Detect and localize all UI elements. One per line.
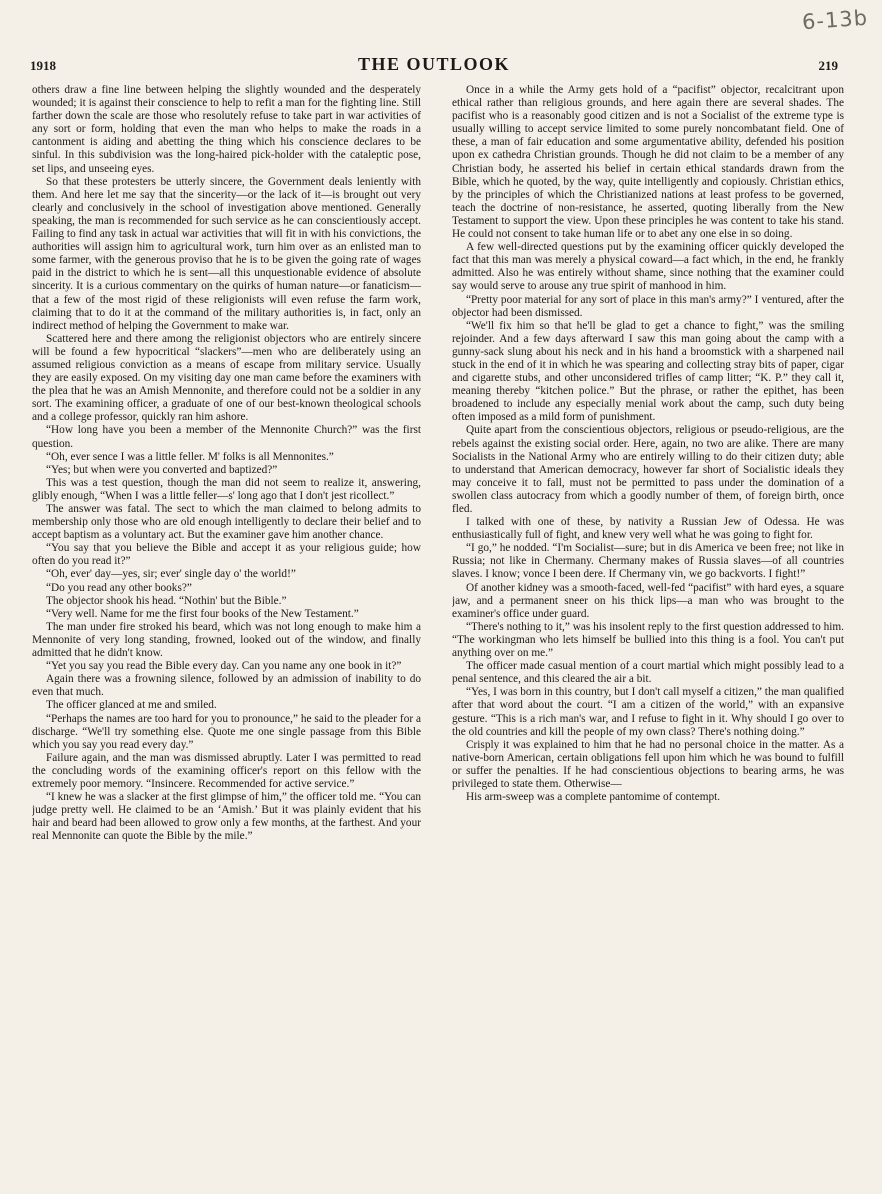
paragraph: “Perhaps the names are too hard for you to pronounce,” he said to the pleader for a discharge. “We'll try something else. Quote me one single passage from this Bible which you say you read every day.”: [32, 712, 421, 751]
paragraph: So that these protesters be utterly sincere, the Government deals leniently with them. And here let me say that the sincerity—or the lack of it—is brought out very clearly and conclusively in the school of investigation above mentioned. Generally speaking, the man is recommended for such service as he can conscientiously accept. Failing to find any task in actual war activities that will fit in with his convictions, the authorities will assign him to agricultural work, turn him over as an enlisted man to some farmer, with the generous proviso that he is to be given the going rate of wages paid in the district to which he is sent—all this unquestionable evidence of absolute sincerity. It is a curious commentary on the quirks of human nature—or fanaticism—that a few of the most rigid of these religionists will even refuse the farm work, claiming that to do it at the command of the military authorities is, in fact, only an indirect method of helping the Government to make war.: [32, 175, 421, 332]
paragraph: “Do you read any other books?”: [46, 581, 192, 594]
paragraph: The man under fire stroked his beard, which was not long enough to make him a Mennonite of very long standing, frowned, looked out of the window, and finally admitted that he didn't know.: [32, 620, 421, 660]
paragraph: The answer was fatal. The sect to which the man claimed to belong admits to membership only those who are old enough intelligently to declare their belief and to accept baptism as a voluntary act. But the examiner gave him another chance.: [32, 503, 421, 542]
paragraph: “Oh, ever sence I was a little feller. M' folks is all Mennonites.”: [46, 450, 334, 463]
left-column: [32, 84, 421, 1164]
paragraph: The objector shook his head. “Nothin' but the Bible.”: [46, 594, 287, 607]
archive-handwritten-mark: 6-13b: [801, 5, 869, 35]
paragraph: “Yes; but when were you converted and baptized?”: [46, 463, 278, 476]
paragraph: “You say that you believe the Bible and accept it as your religious guide; how often do you read it?”: [32, 542, 421, 568]
paragraph: Scattered here and there among the religionist objectors who are entirely sincere will be found a few hypocritical “slackers”—men who are deliberately using an assumed religious conviction as a means of escape from military service. Usually they are easily exposed. On my visiting day one man came before the examiners with the plea that he was an Amish Mennonite, and therefore could not be a soldier in any sort. The examining officer, a graduate of one of our best-known theological schools and a college professor, quickly ran him ashore.: [32, 332, 421, 424]
paragraph: “I knew he was a slacker at the first glimpse of him,” the officer told me. “You can judge pretty well. He claimed to be an ‘Amish.’ But it was plainly evident that his hair and beard had been allowed to grow only a few months, at the farthest. And your real Mennonite can quote the Bible by the mile.”: [32, 791, 421, 843]
paragraph: “Yet you say you read the Bible every day. Can you name any one book in it?”: [46, 660, 402, 673]
paragraph: This was a test question, though the man did not seem to realize it, answering, glibly enough, “When I was a little feller—s' long ago that I don't jest ricollect.”: [32, 476, 421, 502]
paragraph: Again there was a frowning silence, followed by an admission of inability to do even that much.: [32, 673, 421, 699]
paragraph: I talked with one of these, by nativity a Russian Jew of Odessa. He was enthusiastically full of fight, and knew very well what he was going to fight for.: [452, 516, 844, 542]
page-header: [30, 52, 838, 78]
paragraph: “We'll fix him so that he'll be glad to get a chance to fight,” was the smiling rejoinder. And a few days afterward I saw this man going about the camp with a gunny-sack slung about his neck and in his hand a broomstick with a sharpened nail stuck in the end of it in which he was spearing and collecting stray bits of paper, cigar and cigarette stubs, and other unconsidered trifles of camp litter; “K. P.” they call it, meaning thereby “kitchen police.” But the phrase, or rather the epithet, has been broadened to include any especially menial work about the camp, such duty being often imposed as a mild form of punishment.: [452, 319, 844, 424]
paragraph: “How long have you been a member of the Mennonite Church?” was the first question.: [32, 424, 421, 450]
paragraph: “There's nothing to it,” was his insolent reply to the first question addressed to him. “The workingman who lets himself be bullied into this thing is a fool. You can't put anything over on me.”: [452, 620, 844, 660]
paragraph: “Oh, ever' day—yes, sir; ever' single day o' the world!”: [46, 568, 296, 581]
header-year: 1918: [30, 58, 56, 73]
paragraph: “Yes, I was born in this country, but I don't call myself a citizen,” the man qualified after that word about the court. “I am a citizen of the world,” with an expansive gesture. “This is a rich man's war, and I refuse to fight in it. Why should I go over to the old countries and kill the people of my own class? There's nothing doing.”: [452, 686, 844, 738]
header-page-number: 219: [818, 58, 838, 73]
paragraph: Failure again, and the man was dismissed abruptly. Later I was permitted to read the concluding words of the examining officer's report on this fellow with the extremely poor memory. “Insincere. Recommended for active service.”: [32, 751, 421, 790]
paragraph: The officer made casual mention of a court martial which might possibly lead to a penal sentence, and this cleared the air a bit.: [452, 660, 844, 686]
paragraph: A few well-directed questions put by the examining officer quickly developed the fact that this man was merely a physical coward—a fact which, in the end, he frankly admitted. Also he was entirely without shame, since nothing that the examiner could say would serve to arouse any true spirit of manhood in him.: [452, 241, 844, 293]
paragraph: “I go,” he nodded. “I'm Socialist—sure; but in dis America ve been free; not like in Russia; not like in Chermany. Chermany makes of Russia slaves—of all countries slaves. I know; vonce I been dere. If Chermany vin, we go backvorts. I fight!”: [452, 542, 844, 581]
paragraph: Of another kidney was a smooth-faced, well-fed “pacifist” with hard eyes, a square jaw, and a permanent sneer on his thick lips—a man who was brought to the examiner's office under guard.: [452, 581, 844, 620]
paragraph: The officer glanced at me and smiled.: [46, 699, 217, 712]
paragraph: Once in a while the Army gets hold of a “pacifist” objector, recalcitrant upon ethical rather than religious grounds, and here again there are several shades. The pacifist who is a reasonably good citizen and is not a Socialist of the extreme type is usually willing to accept service limited to some purely noncombatant field. One of these, a man of fair education and some argumentative ability, defended his position upon ex cathedra Christian grounds. Though he did not claim to be a member of any Christian body, he asserted his belief in certain ethical standards drawn from the Bible, which he quoted, by the way, quite intelligently and copiously. Christian ethics, by the principles of which the Christianized nations at least profess to be governed, teach the doctrine of non-resistance, he asserted, quoting liberally from the New Testament to support the view. Upon these principles he was content to take his stand. He could not consent to take human life or to abet any one else in so doing.: [452, 84, 844, 241]
paragraph: “Very well. Name for me the first four books of the New Testament.”: [46, 607, 359, 620]
paragraph: Crisply it was explained to him that he had no personal choice in the matter. As a native-born American, certain obligations fell upon him which he was bound to fulfill or suffer the penalties. If he had conscientious objections to bearing arms, he was privileged to state them. Otherwise—: [452, 738, 844, 790]
paragraph: His arm-sweep was a complete pantomime of contempt.: [466, 791, 721, 804]
header-title: THE OUTLOOK: [357, 54, 511, 74]
right-column: [452, 84, 844, 1164]
paragraph: “Pretty poor material for any sort of place in this man's army?” I ventured, after the objector had been dismissed.: [452, 293, 844, 319]
paragraph: others draw a fine line between helping the slightly wounded and the desperately wounded; it is against their conscience to help to refit a man for the fighting line. Still farther down the scale are those who resolutely refuse to take part in war activities of any sort or form, holding that even the man who helps to make the roads in a cantonment is aiding and abetting the thing which his conscience declares to be sinful. In this subdivision was the long-haired pick-holder with the cataleptic pose, set lips, and unseeing eyes.: [32, 84, 421, 175]
paragraph: Quite apart from the conscientious objectors, religious or pseudo-religious, are the rebels against the existing social order. Here, again, no two are alike. There are many Socialists in the National Army who are entirely willing to do their citizen duty; able to understand that American democracy, however far short of Socialistic ideals they may conceive it to fall, must not be permitted to pass under the domination of a swollen class autocracy from which a goodly number of them, of foreign birth, once fled.: [452, 424, 844, 515]
